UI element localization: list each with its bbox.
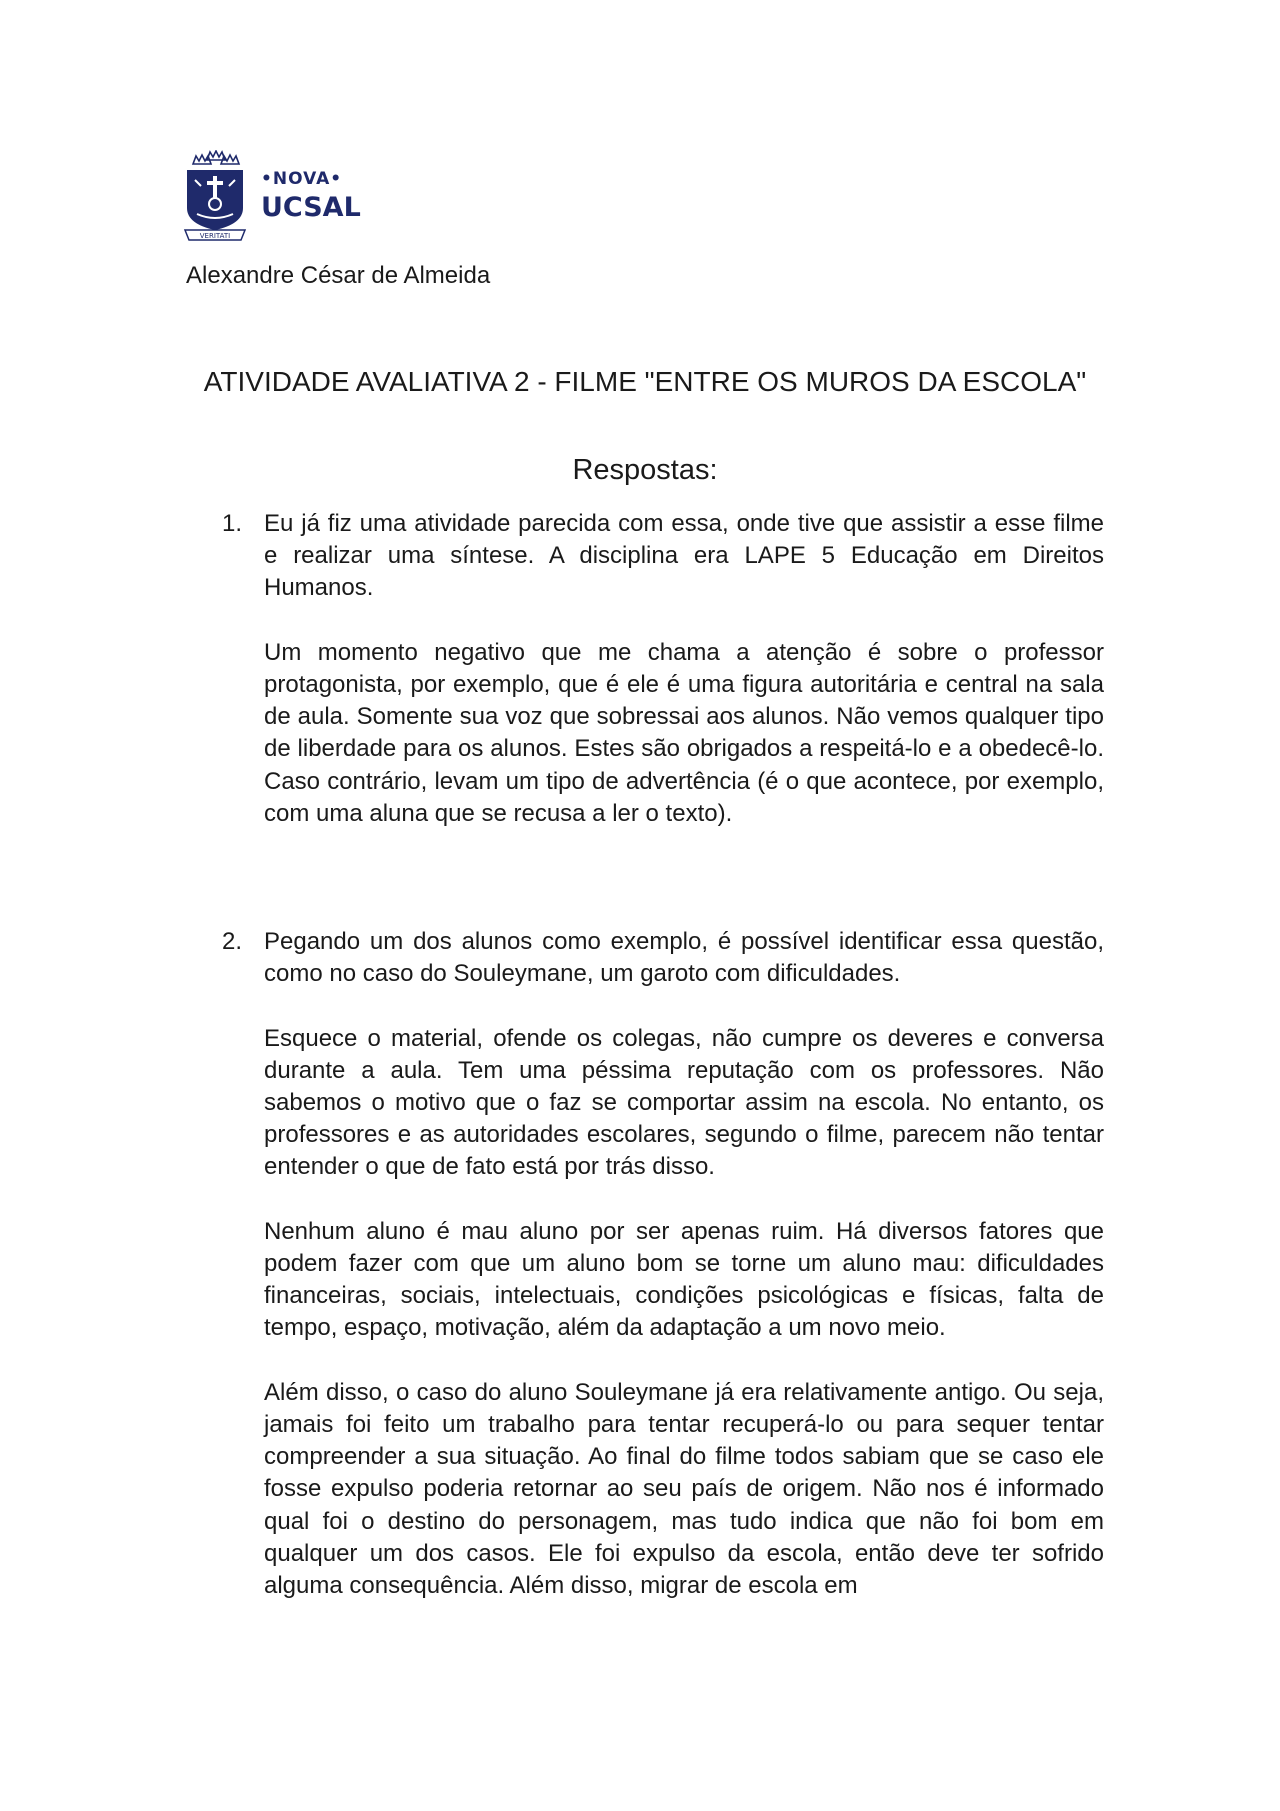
document-title: ATIVIDADE AVALIATIVA 2 - FILME "ENTRE OS MUROS DA ESCOLA" <box>203 366 1087 397</box>
answer-paragraph: Eu já fiz uma atividade parecida com essa, onde tive que assistir a esse filme e realizar uma síntese. A disciplina era LAPE 5 Educação em Direitos Humanos. <box>264 510 1104 602</box>
logo-wordmark <box>261 171 361 221</box>
answer-number: 1. <box>222 510 243 537</box>
answer-paragraph: Um momento negativo que me chama a atenção é sobre o professor protagonista, por exemplo, que é ele é uma figura autoritária e central na sala de aula. Somente sua voz que sobressai aos alunos. Não vemos qualquer tipo de liberdade para os alunos. Estes são obrigados a respeitá-lo e a obedecê-lo. Caso contrário, levam um tipo de advertência (é o que acontece, por exemplo, com uma aluna que se recusa a ler o texto). <box>264 638 1104 827</box>
author-name: Alexandre César de Almeida <box>186 262 491 289</box>
logo-banner-text: VERITATI <box>199 232 231 240</box>
answers-list <box>222 508 1104 1602</box>
logo-top-text: •NOVA• <box>261 169 343 189</box>
spacer <box>222 830 1104 926</box>
answer-number: 2. <box>222 928 243 956</box>
answer-item-1 <box>222 508 1104 830</box>
answer-paragraph: Esquece o material, ofende os colegas, não cumpre os deveres e conversa durante a aula. Tem uma péssima reputação com os professores. Não sabemos o motivo que o faz se comportar assim na escola. No entanto, os professores e as autoridades escolares, segundo o filme, parecem não tentar entender o que de fato está por trás disso. <box>264 1024 1104 1181</box>
answer-paragraph: Além disso, o caso do aluno Souleymane já era relativamente antigo. Ou seja, jamais foi feito um trabalho para tentar recuperá-lo ou para sequer tentar compreender a sua situação. Ao final do filme todos sabiam que se caso ele fosse expulso poderia retornar ao seu país de origem. Não nos é informado qual foi o destino do personagem, mas tudo indica que não foi bom em qualquer um dos casos. Ele foi expulso da escola, então deve ter sofrido alguma consequência. Além disso, migrar de escola em <box>264 1378 1104 1600</box>
answers-heading: Respostas: <box>572 454 718 486</box>
answer-item-2 <box>222 926 1104 1602</box>
answer-paragraph: Nenhum aluno é mau aluno por ser apenas ruim. Há diversos fatores que podem fazer com que um aluno bom se torne um aluno mau: dificuldades financeiras, sociais, intelectuais, condições psicológicas e físicas, falta de tempo, espaço, motivação, além da adaptação a um novo meio. <box>264 1217 1104 1342</box>
logo-bottom-text: UCSAL <box>261 192 361 223</box>
answer-paragraph: Pegando um dos alunos como exemplo, é possível identificar essa questão, como no caso do Souleymane, um garoto com dificuldades. <box>264 928 1104 988</box>
coat-of-arms-icon <box>183 150 247 242</box>
university-logo <box>183 150 363 242</box>
